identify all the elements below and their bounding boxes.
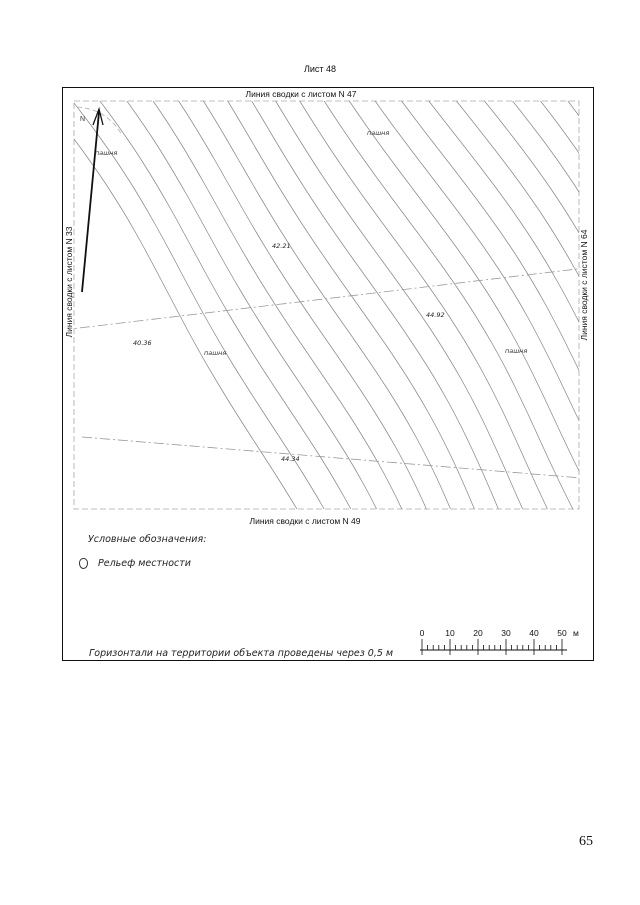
contour-line <box>213 87 480 521</box>
contour-interval-note: Горизонтали на территории объекта проведены через 0,5 м <box>89 648 394 659</box>
contour-line <box>384 87 594 521</box>
scale-tick-label: 30 <box>501 628 511 638</box>
scale-bar <box>420 628 579 655</box>
land-label: пашня <box>95 149 118 157</box>
boundary-line-upper <box>62 267 594 330</box>
contour-line <box>285 87 553 521</box>
legend-item-label: Рельеф местности <box>98 558 191 569</box>
contour-line <box>358 87 594 521</box>
contour-line <box>136 87 408 521</box>
scale-tick-label: 10 <box>445 628 455 638</box>
scale-tick-label: 40 <box>529 628 539 638</box>
edge-label-top: Линия сводки с листом N 47 <box>245 89 357 99</box>
spot-elevation: 40.36 <box>133 339 152 347</box>
sheet-title: Лист 48 <box>303 64 337 74</box>
scale-tick-label: 50 <box>557 628 567 638</box>
edge-label-bottom: Линия сводки с листом N 49 <box>249 516 361 526</box>
topographic-map <box>62 87 594 661</box>
north-label: N <box>80 116 86 123</box>
scale-tick-label: 0 <box>419 628 425 638</box>
spot-elevation: 42.21 <box>272 242 291 250</box>
contour-line <box>411 87 595 521</box>
scale-tick-label: 20 <box>473 628 483 638</box>
edge-label-right: Линия сводки с листом N 64 <box>579 229 589 341</box>
spot-elevation: 44.92 <box>426 311 445 319</box>
legend-title: Условные обозначения: <box>88 534 207 545</box>
survey-area-border <box>74 101 579 509</box>
page-number: 65 <box>579 834 593 849</box>
north-arrow-icon <box>82 109 103 292</box>
contour-line <box>333 87 594 521</box>
edge-label-left: Линия сводки с листом N 33 <box>64 226 74 338</box>
contour-line <box>309 87 579 521</box>
contour-line <box>438 87 594 521</box>
contour-line <box>188 87 456 521</box>
contour-line <box>465 87 594 521</box>
contour-symbol-icon <box>79 558 88 569</box>
land-label: пашня <box>367 129 390 137</box>
contour-line <box>237 87 504 521</box>
contour-line <box>261 87 528 521</box>
contour-lines <box>62 87 594 521</box>
contour-line <box>109 87 383 521</box>
spot-elevation: 44.34 <box>281 455 300 463</box>
scale-unit: м <box>573 628 579 638</box>
land-label: пашня <box>204 349 227 357</box>
land-label: пашня <box>505 347 528 355</box>
